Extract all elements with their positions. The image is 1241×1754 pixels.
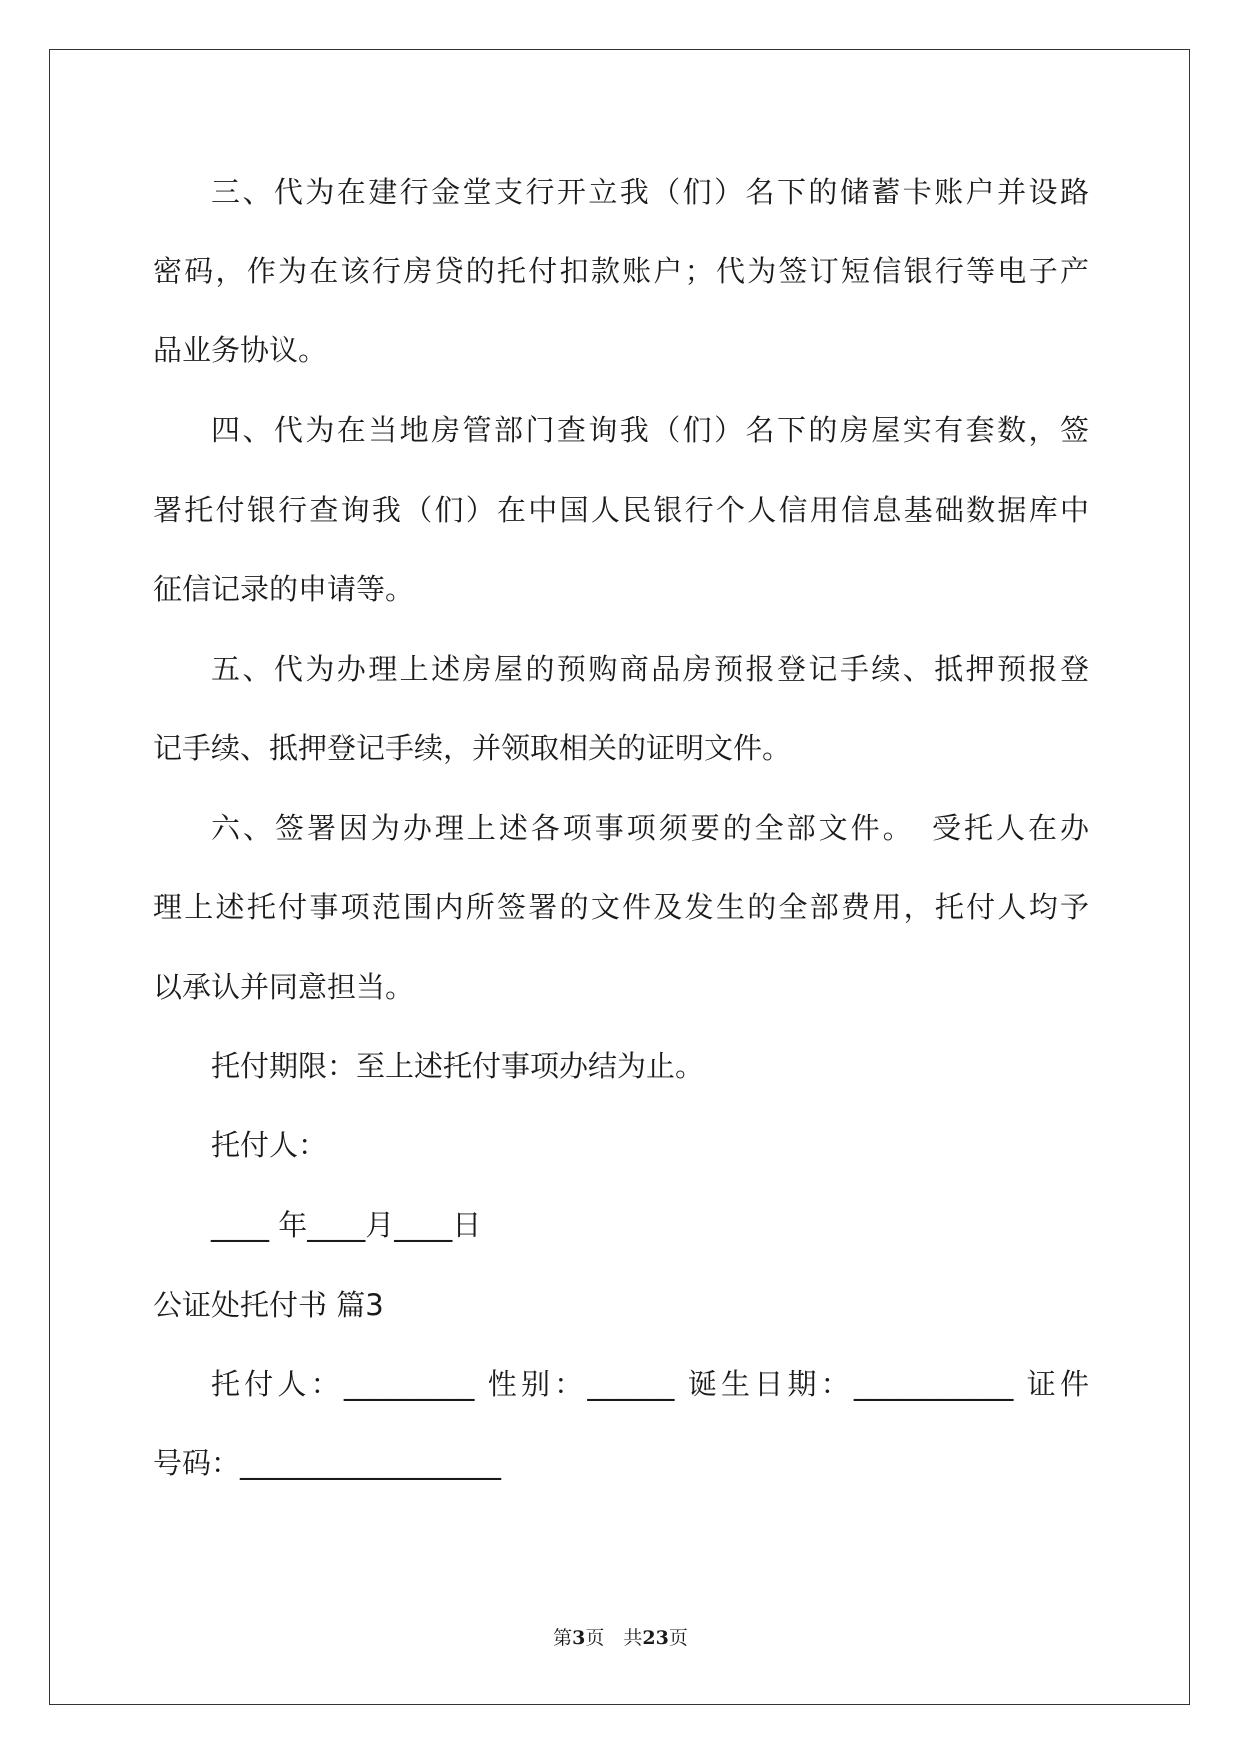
page-footer: [0, 1626, 1241, 1650]
paragraph-4-line-3: 征信记录的申请等。: [153, 572, 415, 606]
paragraph-6-line-3: 以承认并同意担当。: [153, 970, 415, 1004]
total-pages-number: 23: [642, 1627, 669, 1649]
paragraph-3-line-2: 密码，作为在该行房贷的托付扣款账户；代为签订短信银行等电子产: [153, 254, 1089, 288]
principal-info-line-1: 托付人：_________ 性别：______ 诞生日期：___________ 证件: [211, 1367, 1089, 1401]
footer-prefix: 第: [553, 1627, 573, 1649]
paragraph-5-line-1: 五、代为办理上述房屋的预购商品房预报登记手续、抵押预报登: [211, 652, 1089, 686]
paragraph-5-line-2: 记手续、抵押登记手续，并领取相关的证明文件。: [153, 731, 792, 765]
paragraph-3-line-3: 品业务协议。: [153, 333, 328, 367]
entrust-period: 托付期限：至上述托付事项办结为止。: [211, 1049, 705, 1083]
date-line: ____ 年____月____日: [211, 1208, 482, 1242]
paragraph-3-line-1: 三、代为在建行金堂支行开立我（们）名下的储蓄卡账户并设路: [211, 175, 1089, 209]
paragraph-4-line-1: 四、代为在当地房管部门查询我（们）名下的房屋实有套数，签: [211, 413, 1089, 447]
paragraph-4-line-2: 署托付银行查询我（们）在中国人民银行个人信用信息基础数据库中: [153, 493, 1089, 527]
current-page-number: 3: [572, 1627, 586, 1649]
footer-middle: 页 共: [585, 1627, 643, 1649]
principal-info-line-2: 号码：__________________: [153, 1446, 502, 1480]
section-heading: 公证处托付书 篇3: [153, 1288, 384, 1322]
footer-suffix: 页: [668, 1627, 688, 1649]
paragraph-6-line-1: 六、签署因为办理上述各项事项须要的全部文件。 受托人在办: [211, 811, 1089, 845]
paragraph-6-line-2: 理上述托付事项范围内所签署的文件及发生的全部费用，托付人均予: [153, 890, 1089, 924]
principal-signature-label: 托付人：: [211, 1128, 328, 1162]
